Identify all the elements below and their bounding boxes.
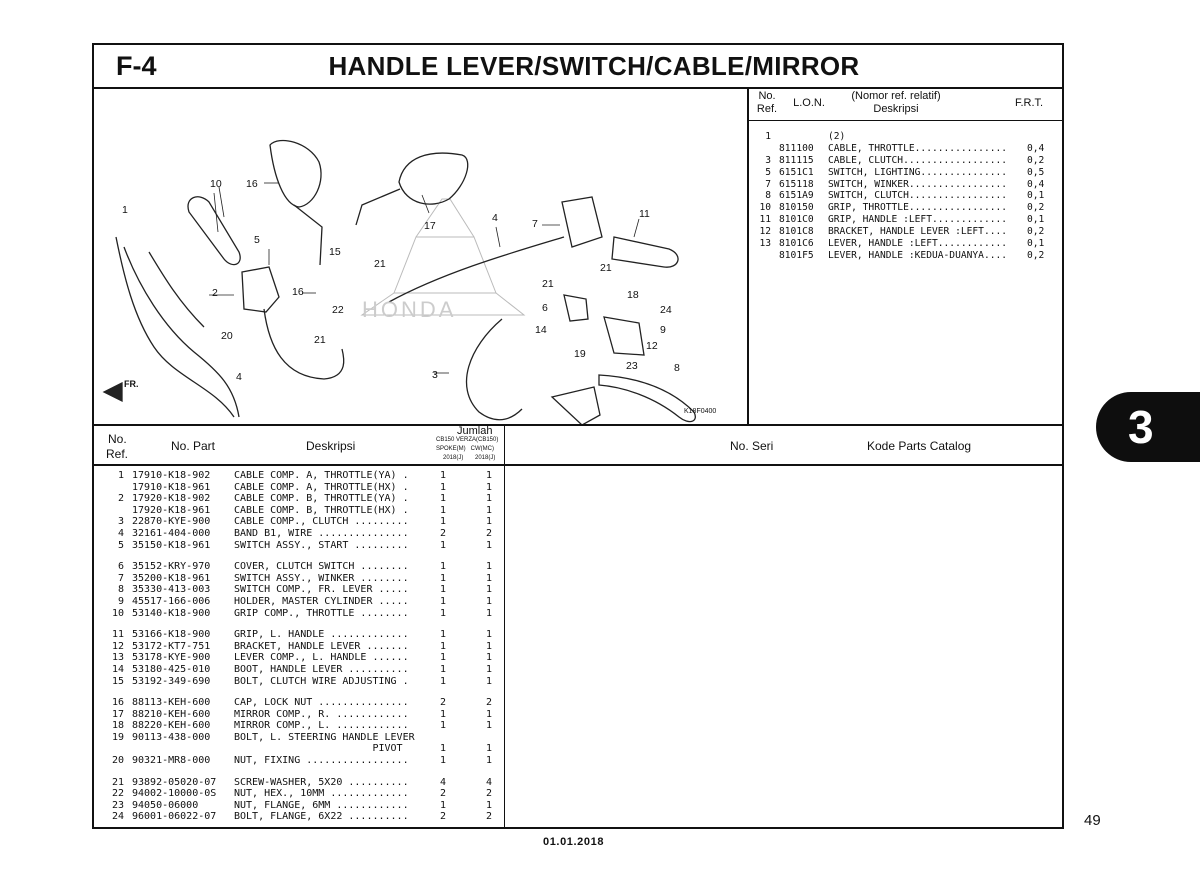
parts-cell-part: 93892-05020-07 xyxy=(132,776,217,788)
ref-cell-lon: 6151A9 xyxy=(779,190,814,202)
fr-arrow-label: FR. xyxy=(124,379,139,389)
ref-cell-lon: 8101F5 xyxy=(779,249,814,261)
parts-cell-q2: 2 xyxy=(485,697,493,709)
parts-cell-part: 53180-425-010 xyxy=(132,663,211,675)
parts-cell-part: 35200-K18-961 xyxy=(132,572,211,584)
parts-cell-part: 35330-413-003 xyxy=(132,584,211,596)
parts-cell-q2: 1 xyxy=(485,675,493,687)
desc-header-1: (Nomor ref. relatif) xyxy=(851,90,941,102)
parts-cell-q2: 1 xyxy=(485,584,493,596)
callout: 1 xyxy=(122,204,128,216)
parts-cell-q1: 1 xyxy=(439,539,447,551)
parts-table-row xyxy=(98,470,518,482)
ref-cell-desc: GRIP, THROTTLE................. xyxy=(828,202,1008,214)
parts-cell-part: 88210-KEH-600 xyxy=(132,708,211,720)
callout: 14 xyxy=(535,324,547,336)
ref-cell-lon: 615118 xyxy=(779,178,814,190)
ref-cell-frt: 0,1 xyxy=(1027,190,1045,202)
parts-cell-q1: 1 xyxy=(439,755,447,767)
ref-no-header: No. xyxy=(758,90,776,102)
parts-table-row xyxy=(98,811,518,823)
callout: 8 xyxy=(674,362,680,374)
parts-cell-ref: 4 xyxy=(117,527,124,539)
ref-cell-ref: 7 xyxy=(765,178,771,190)
parts-cell-q1: 2 xyxy=(439,697,447,709)
parts-cell-desc: SWITCH COMP., FR. LEVER ..... xyxy=(234,584,409,596)
parts-cell-desc: BOLT, FLANGE, 6X22 .......... xyxy=(234,811,409,823)
parts-cell-desc: CABLE COMP. B, THROTTLE(HX) . xyxy=(234,504,409,516)
callout: 16 xyxy=(246,178,258,190)
parts-cell-q2: 1 xyxy=(485,640,493,652)
parts-cell-desc: COVER, CLUTCH SWITCH ........ xyxy=(234,561,409,573)
jumlah-header: Jumlah xyxy=(457,425,493,437)
parts-cell-q2: 1 xyxy=(485,607,493,619)
parts-cell-part: 53192-349-690 xyxy=(132,675,211,687)
year-header: 2018(J) 2018(J) xyxy=(443,455,496,461)
figure-code: K18F0400 xyxy=(684,408,717,415)
parts-cell-part: 88220-KEH-600 xyxy=(132,720,211,732)
parts-cell-desc: GRIP, L. HANDLE ............. xyxy=(234,629,409,641)
ref-table-row xyxy=(755,131,1060,143)
catalog-frame xyxy=(92,43,1064,829)
parts-cell-part: 96001-06022-07 xyxy=(132,811,217,823)
parts-table-row xyxy=(98,505,518,517)
parts-cell-q1: 1 xyxy=(439,799,447,811)
ref-cell-desc: CABLE, CLUTCH.................. xyxy=(828,154,1008,166)
parts-cell-desc: SCREW-WASHER, 5X20 .......... xyxy=(234,776,409,788)
parts-cell-desc: CABLE COMP. A, THROTTLE(HX) . xyxy=(234,481,409,493)
section-title: HANDLE LEVER/SWITCH/CABLE/MIRROR xyxy=(328,51,860,81)
callout: 16 xyxy=(292,286,304,298)
parts-table-row xyxy=(98,709,518,721)
parts-cell-q1: 1 xyxy=(439,675,447,687)
ref-table-row xyxy=(755,143,1060,155)
parts-cell-part: 17920-K18-902 xyxy=(132,493,211,505)
callout: 7 xyxy=(532,218,538,230)
parts-cell-desc: BOLT, L. STEERING HANDLE LEVER xyxy=(234,731,415,743)
group-spacer xyxy=(98,551,518,561)
parts-cell-q1: 4 xyxy=(439,776,447,788)
parts-cell-q2: 2 xyxy=(485,811,493,823)
parts-cell-ref: 8 xyxy=(117,584,124,596)
parts-cell-part: 53172-KT7-751 xyxy=(132,640,211,652)
parts-table-row xyxy=(98,800,518,812)
callout: 18 xyxy=(627,289,639,301)
part-number-header: No. Part xyxy=(171,439,216,453)
parts-cell-ref: 24 xyxy=(111,811,124,823)
parts-table-row xyxy=(98,482,518,494)
parts-cell-part: 53178-KYE-900 xyxy=(132,652,211,664)
ref-table-row xyxy=(755,226,1060,238)
parts-cell-desc: NUT, HEX., 10MM ............. xyxy=(234,788,409,800)
ref-cell-frt: 0,2 xyxy=(1027,154,1045,166)
parts-table-row xyxy=(98,652,518,664)
parts-cell-q2: 1 xyxy=(485,561,493,573)
callout: 9 xyxy=(660,324,666,336)
ref-cell-frt: 0,5 xyxy=(1027,166,1045,178)
section-header xyxy=(94,45,1062,89)
parts-cell-q1: 1 xyxy=(439,743,447,755)
parts-cell-desc: BOOT, HANDLE LEVER .......... xyxy=(234,663,409,675)
parts-cell-ref: 20 xyxy=(111,755,124,767)
parts-cell-q2: 1 xyxy=(485,539,493,551)
callout: 22 xyxy=(332,304,344,316)
parts-cell-ref: 14 xyxy=(111,663,124,675)
parts-cell-q2: 1 xyxy=(485,652,493,664)
parts-cell-q2: 1 xyxy=(485,516,493,528)
ref-table-header xyxy=(749,87,1062,121)
parts-cell-desc: HOLDER, MASTER CYLINDER ..... xyxy=(234,595,409,607)
honda-watermark: HONDA xyxy=(362,297,457,322)
parts-table-row xyxy=(98,608,518,620)
ref-cell-frt: 0,2 xyxy=(1027,226,1045,238)
callout: 21 xyxy=(314,334,326,346)
parts-cell-q2: 1 xyxy=(485,720,493,732)
ref-cell-frt: 0,2 xyxy=(1027,249,1045,261)
parts-cell-ref: 19 xyxy=(111,731,124,743)
print-date: 01.01.2018 xyxy=(543,836,605,848)
parts-table-row xyxy=(98,676,518,688)
parts-table-row xyxy=(98,561,518,573)
ref-cell-desc: LEVER, HANDLE :LEFT............ xyxy=(828,238,1008,250)
parts-cell-q1: 1 xyxy=(439,516,447,528)
description-header: Deskripsi xyxy=(306,439,356,453)
parts-cell-desc: CABLE COMP. B, THROTTLE(YA) . xyxy=(234,493,409,505)
parts-cell-ref: 12 xyxy=(111,640,124,652)
callout: 5 xyxy=(254,234,260,246)
callout: 20 xyxy=(221,330,233,342)
group-spacer xyxy=(98,767,518,777)
callout: 4 xyxy=(492,212,498,224)
ref-cell-desc: SWITCH, LIGHTING............... xyxy=(828,166,1008,178)
parts-cell-q2: 1 xyxy=(485,743,493,755)
ref-cell-desc: CABLE, THROTTLE................ xyxy=(828,142,1008,154)
callout: 2 xyxy=(212,287,218,299)
ref-table-row xyxy=(755,190,1060,202)
callout: 3 xyxy=(432,369,438,381)
diagram-callouts xyxy=(122,178,680,383)
parts-table-row xyxy=(98,573,518,585)
parts-cell-q2: 1 xyxy=(485,708,493,720)
parts-cell-q1: 1 xyxy=(439,561,447,573)
ref-cell-desc: SWITCH, WINKER................. xyxy=(828,178,1008,190)
parts-cell-desc: GRIP COMP., THROTTLE ........ xyxy=(234,607,409,619)
parts-cell-ref: 23 xyxy=(111,799,124,811)
parts-cell-q1: 1 xyxy=(439,629,447,641)
ref-cell-ref: 13 xyxy=(759,238,771,250)
group-spacer xyxy=(98,619,518,629)
section-tab xyxy=(1096,392,1200,462)
parts-table-header xyxy=(94,424,1062,466)
parts-cell-part: 94050-06000 xyxy=(132,799,199,811)
parts-cell-ref: 6 xyxy=(117,561,124,573)
parts-cell-ref: 5 xyxy=(117,539,124,551)
lon-header: L.O.N. xyxy=(793,97,825,109)
parts-cell-q1: 1 xyxy=(439,663,447,675)
callout: 21 xyxy=(374,258,386,270)
parts-cell-q2: 1 xyxy=(485,504,493,516)
parts-cell-ref: 22 xyxy=(111,788,124,800)
ref-table xyxy=(749,87,1062,424)
parts-no-header: No. xyxy=(108,432,127,446)
ref-cell-lon: 8101C0 xyxy=(779,214,814,226)
parts-cell-part: 22870-KYE-900 xyxy=(132,516,211,528)
parts-table-row xyxy=(98,755,518,767)
ref-cell-frt: 0,1 xyxy=(1027,214,1045,226)
ref-cell-desc: SWITCH, CLUTCH................. xyxy=(828,190,1008,202)
parts-cell-part: 35150-K18-961 xyxy=(132,539,211,551)
parts-cell-ref: 1 xyxy=(117,470,124,481)
catalog-code-header: Kode Parts Catalog xyxy=(867,439,972,453)
parts-cell-q1: 1 xyxy=(439,470,447,481)
parts-cell-ref: 2 xyxy=(117,493,124,505)
parts-table-row xyxy=(98,788,518,800)
callout: 21 xyxy=(600,262,612,274)
parts-cell-q2: 1 xyxy=(485,663,493,675)
callout: 24 xyxy=(660,304,672,316)
ref-cell-lon: 6151C1 xyxy=(779,166,814,178)
parts-cell-ref: 21 xyxy=(111,776,124,788)
parts-cell-desc: CABLE COMP., CLUTCH ......... xyxy=(234,516,409,528)
parts-table-row xyxy=(98,540,518,552)
parts-cell-part: 53166-K18-900 xyxy=(132,629,211,641)
section-tab-number: 3 xyxy=(1128,401,1154,453)
parts-table-row xyxy=(98,596,518,608)
parts-cell-ref: 9 xyxy=(117,595,124,607)
parts-cell-q1: 2 xyxy=(439,788,447,800)
ref-table-row xyxy=(755,202,1060,214)
parts-cell-ref: 16 xyxy=(111,697,124,709)
parts-cell-q1: 1 xyxy=(439,584,447,596)
parts-cell-ref: 7 xyxy=(117,572,124,584)
section-code: F-4 xyxy=(116,51,157,81)
parts-cell-part: 17920-K18-961 xyxy=(132,504,211,516)
ref-cell-frt: 0,4 xyxy=(1027,142,1045,154)
ref-cell-ref: 10 xyxy=(759,202,771,214)
ref-table-row xyxy=(755,155,1060,167)
ref-cell-desc: GRIP, HANDLE :LEFT............. xyxy=(828,214,1008,226)
parts-table-row xyxy=(98,629,518,641)
parts-cell-q1: 1 xyxy=(439,504,447,516)
parts-cell-ref: 18 xyxy=(111,720,124,732)
ref-cell-ref: 3 xyxy=(765,154,771,166)
callout: 17 xyxy=(424,220,436,232)
parts-cell-q2: 1 xyxy=(485,493,493,505)
parts-cell-q2: 1 xyxy=(485,481,493,493)
parts-table-row xyxy=(98,641,518,653)
parts-cell-part: 35152-KRY-970 xyxy=(132,561,211,573)
callout: 11 xyxy=(639,208,650,220)
parts-cell-desc: NUT, FLANGE, 6MM ............ xyxy=(234,799,409,811)
serial-header: No. Seri xyxy=(730,439,774,453)
parts-table-row xyxy=(98,720,518,732)
parts-cell-desc: NUT, FIXING ................. xyxy=(234,755,409,767)
callout: 19 xyxy=(574,348,586,360)
parts-cell-part: 88113-KEH-600 xyxy=(132,697,211,709)
parts-ref-header: Ref. xyxy=(106,447,129,461)
parts-cell-q1: 1 xyxy=(439,720,447,732)
ref-cell-frt: 0,4 xyxy=(1027,178,1045,190)
ref-cell-ref: 12 xyxy=(759,226,771,238)
frt-header: F.R.T. xyxy=(1014,97,1044,109)
parts-cell-part: 90113-438-000 xyxy=(132,731,211,743)
callout: 6 xyxy=(542,302,548,314)
parts-cell-part: 90321-MR8-000 xyxy=(132,755,211,767)
parts-cell-q1: 1 xyxy=(439,595,447,607)
parts-cell-desc: MIRROR COMP., R. ............ xyxy=(234,708,409,720)
callout: 12 xyxy=(646,340,658,352)
parts-cell-q2: 1 xyxy=(485,799,493,811)
parts-cell-q1: 1 xyxy=(439,708,447,720)
parts-table-row xyxy=(98,697,518,709)
parts-cell-q2: 1 xyxy=(485,755,493,767)
parts-cell-ref: 11 xyxy=(111,629,124,641)
parts-cell-q2: 2 xyxy=(485,527,493,539)
parts-cell-desc: SWITCH ASSY., WINKER ........ xyxy=(234,572,409,584)
parts-cell-part: 17910-K18-961 xyxy=(132,481,211,493)
parts-cell-q2: 1 xyxy=(485,572,493,584)
parts-cell-q1: 2 xyxy=(439,811,447,823)
parts-cell-ref: 10 xyxy=(111,607,124,619)
ref-cell-ref: 1 xyxy=(765,131,771,142)
ref-cell-lon: 8101C8 xyxy=(779,226,814,238)
ref-cell-lon: 811115 xyxy=(779,154,814,166)
parts-table-row xyxy=(98,493,518,505)
ref-ref-header: Ref. xyxy=(756,103,778,115)
ref-table-row xyxy=(755,167,1060,179)
callout: 23 xyxy=(626,360,638,372)
model-header-1: CB150 VERZA(CB150) xyxy=(436,437,499,443)
parts-cell-q2: 1 xyxy=(485,629,493,641)
ref-cell-ref: 8 xyxy=(765,190,771,202)
parts-table-row xyxy=(98,584,518,596)
parts-cell-q1: 1 xyxy=(439,640,447,652)
parts-cell-ref: 13 xyxy=(111,652,124,664)
ref-table-row xyxy=(755,250,1060,262)
parts-cell-desc: LEVER COMP., L. HANDLE ...... xyxy=(234,652,409,664)
parts-cell-ref: 3 xyxy=(117,516,124,528)
callout: 21 xyxy=(542,278,554,290)
parts-cell-part: 32161-404-000 xyxy=(132,527,211,539)
parts-cell-q1: 1 xyxy=(439,493,447,505)
parts-cell-part: 53140-K18-900 xyxy=(132,607,211,619)
parts-cell-q2: 2 xyxy=(485,788,493,800)
ref-cell-frt: 0,1 xyxy=(1027,238,1045,250)
parts-cell-desc: BRACKET, HANDLE LEVER ....... xyxy=(234,640,409,652)
ref-cell-lon: 811100 xyxy=(779,142,814,154)
parts-cell-desc: CABLE COMP. A, THROTTLE(YA) . xyxy=(234,470,409,481)
parts-cell-desc: MIRROR COMP., L. ............ xyxy=(234,720,409,732)
parts-cell-desc: BOLT, CLUTCH WIRE ADJUSTING . xyxy=(234,675,409,687)
exploded-diagram xyxy=(94,87,749,424)
parts-table-row xyxy=(98,516,518,528)
ref-table-row xyxy=(755,214,1060,226)
parts-cell-part: 94002-10000-0S xyxy=(132,788,217,800)
parts-cell-q2: 4 xyxy=(485,776,493,788)
parts-cell-q1: 2 xyxy=(439,527,447,539)
parts-cell-desc: SWITCH ASSY., START ......... xyxy=(234,539,409,551)
desc-header-2: Deskripsi xyxy=(873,103,919,115)
callout: 10 xyxy=(210,178,222,190)
parts-cell-q1: 1 xyxy=(439,572,447,584)
group-spacer xyxy=(98,687,518,697)
parts-cell-q1: 1 xyxy=(439,481,447,493)
parts-cell-ref: 15 xyxy=(111,675,124,687)
parts-cell-desc: CAP, LOCK NUT ............... xyxy=(234,697,409,709)
callout: 15 xyxy=(329,246,341,258)
ref-cell-ref: 11 xyxy=(759,214,771,226)
ref-cell-frt: 0,2 xyxy=(1027,202,1045,214)
parts-table-row xyxy=(98,777,518,789)
parts-cell-q1: 1 xyxy=(439,607,447,619)
callout: 4 xyxy=(236,371,242,383)
parts-cell-part: 45517-166-006 xyxy=(132,595,211,607)
ref-table-rows xyxy=(755,131,1060,262)
parts-cell-ref: 17 xyxy=(111,708,124,720)
ref-cell-ref: 5 xyxy=(765,166,771,178)
ref-cell-desc: (2) xyxy=(828,131,846,142)
parts-cell-q1: 1 xyxy=(439,652,447,664)
ref-cell-lon: 8101C6 xyxy=(779,238,814,250)
model-header-2: SPOKE(M) CW(MC) xyxy=(436,446,494,452)
ref-cell-lon: 810150 xyxy=(779,202,814,214)
diagram-drawing xyxy=(94,87,747,424)
parts-cell-desc: BAND B1, WIRE ............... xyxy=(234,527,409,539)
parts-table-row xyxy=(98,528,518,540)
parts-cell-desc: PIVOT xyxy=(234,743,403,755)
parts-cell-q2: 1 xyxy=(485,595,493,607)
ref-table-row xyxy=(755,179,1060,191)
ref-cell-desc: LEVER, HANDLE :KEDUA-DUANYA.... xyxy=(828,249,1008,261)
ref-table-row xyxy=(755,238,1060,250)
ref-cell-desc: BRACKET, HANDLE LEVER :LEFT.... xyxy=(828,226,1008,238)
parts-cell-q2: 1 xyxy=(485,470,493,481)
parts-cell-part: 17910-K18-902 xyxy=(132,470,211,481)
parts-table-row xyxy=(98,743,518,755)
page-number: 49 xyxy=(1084,812,1101,829)
parts-table-row xyxy=(98,732,518,744)
parts-table-row xyxy=(98,664,518,676)
parts-table-rows xyxy=(98,470,518,823)
